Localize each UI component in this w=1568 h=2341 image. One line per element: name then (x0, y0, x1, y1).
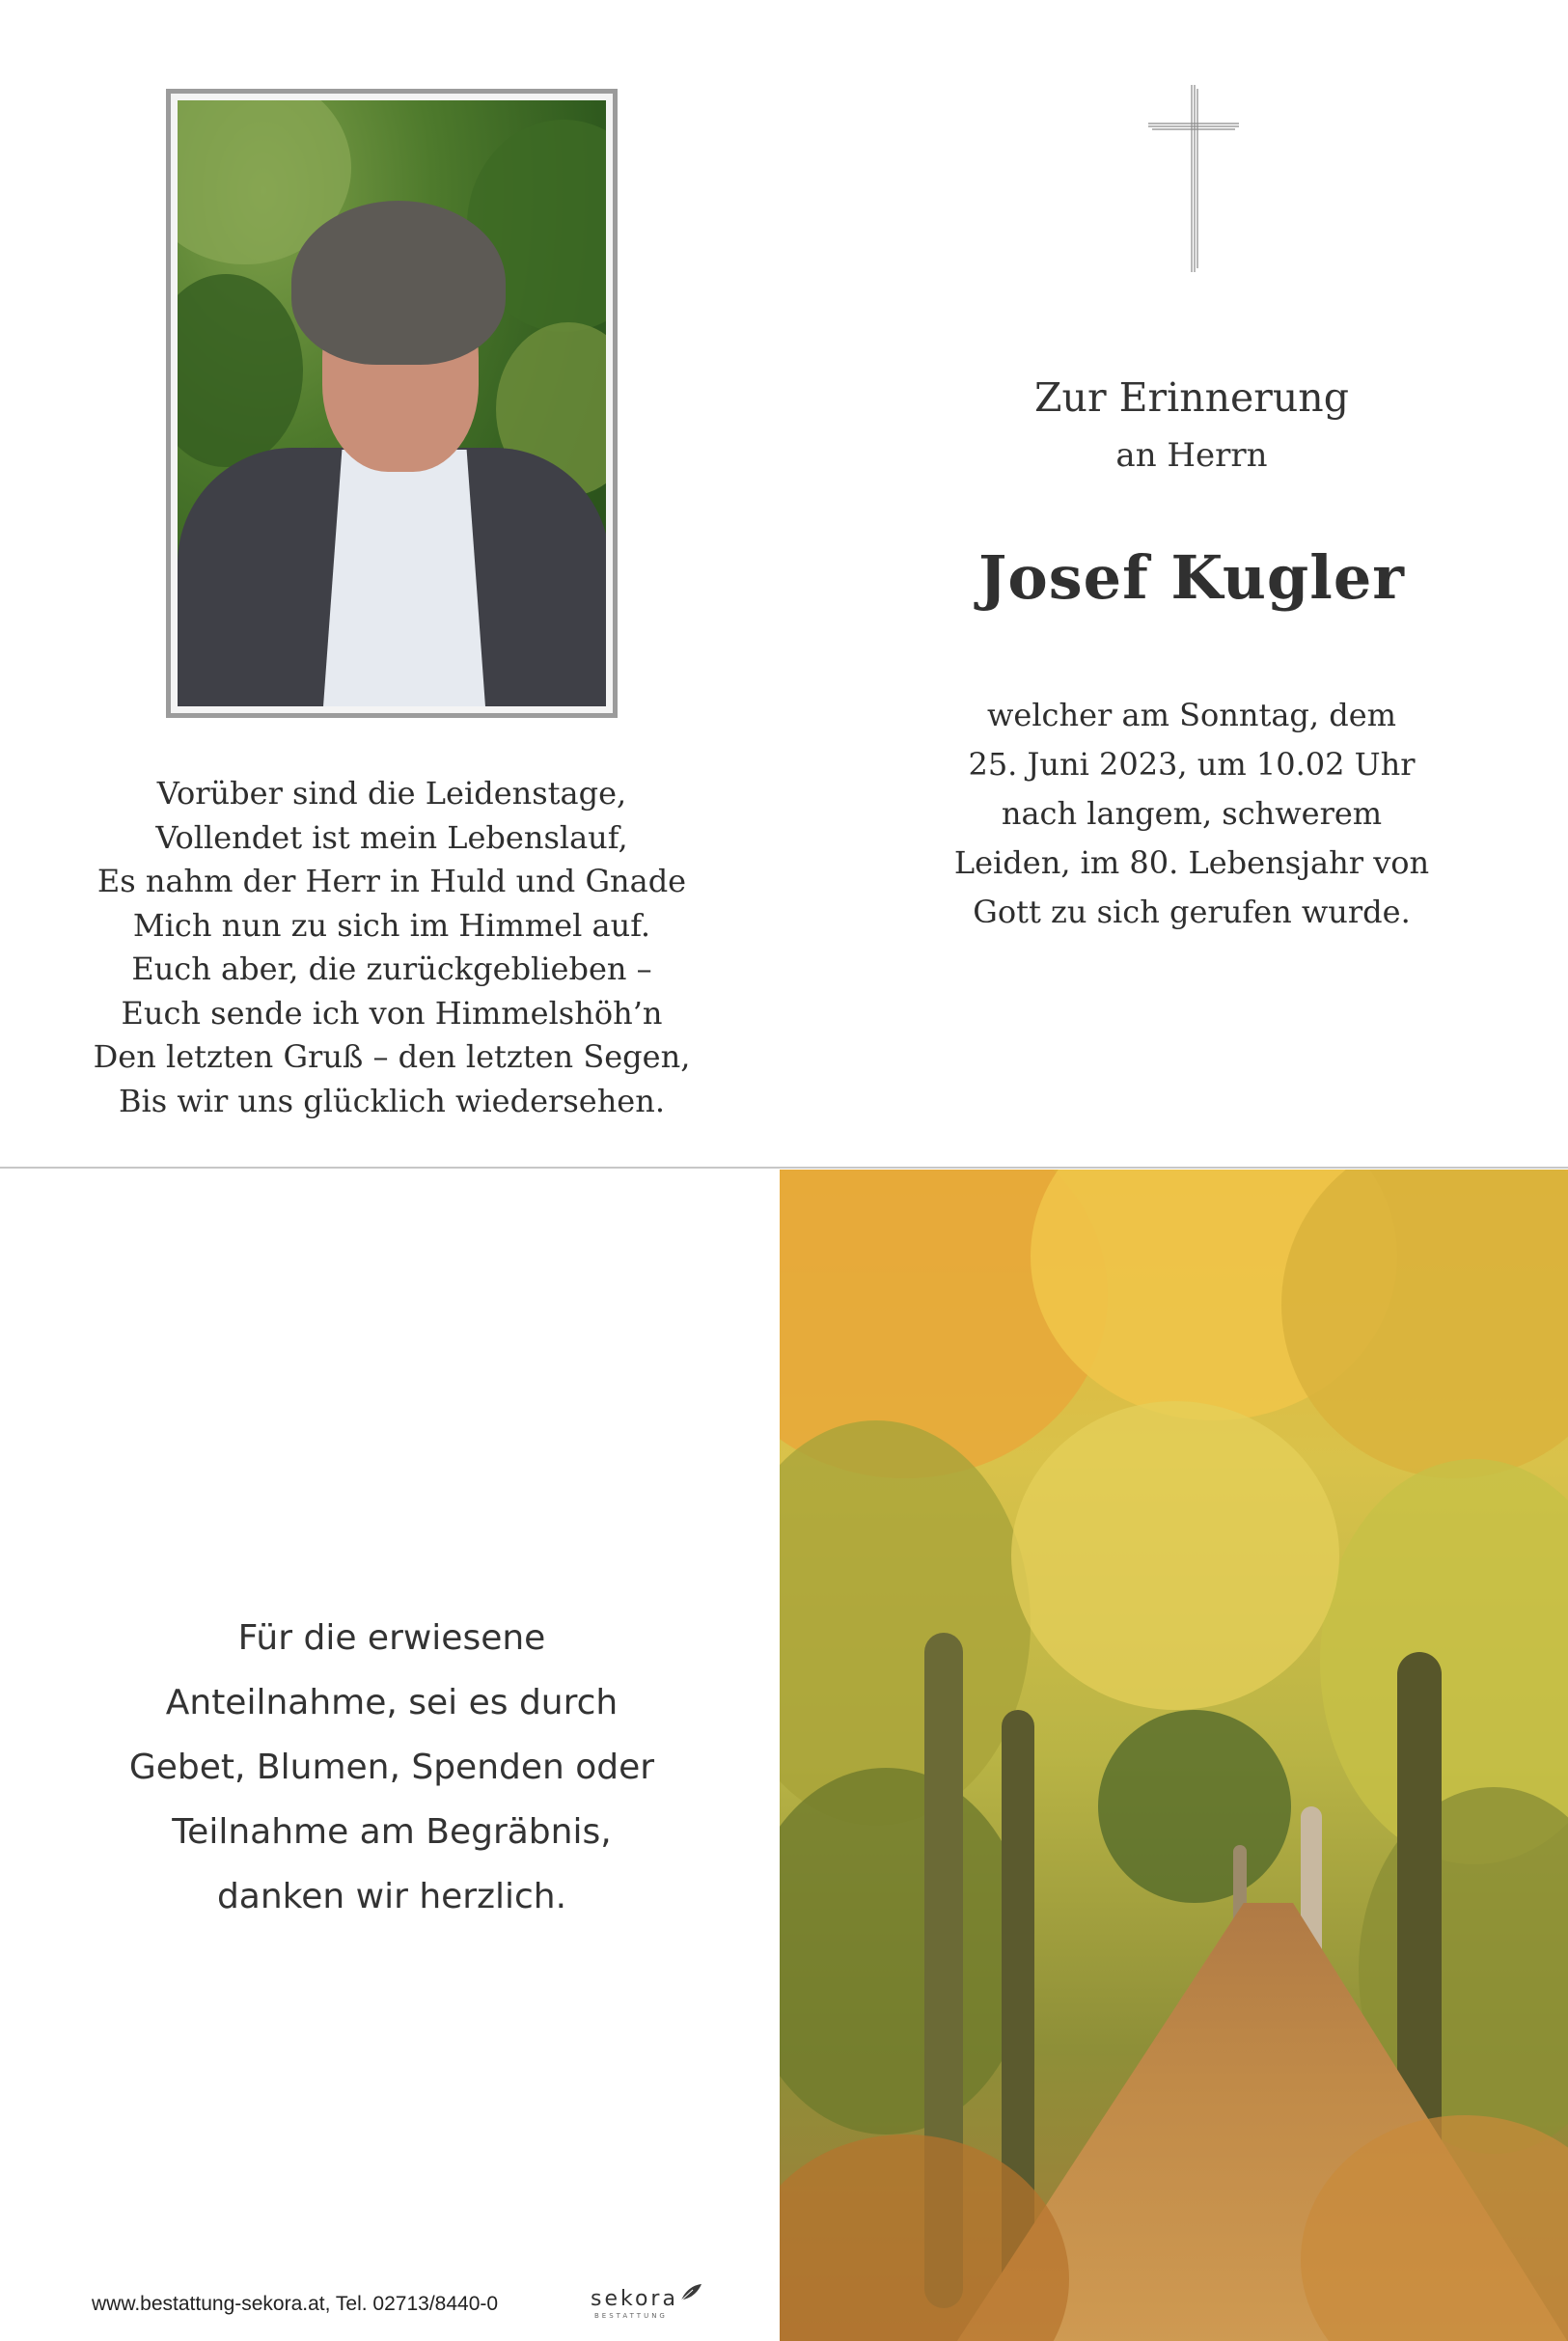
death-notice-line: welcher am Sonntag, dem (986, 697, 1397, 733)
poem-line: Euch sende ich von Himmelshöh’n (121, 994, 663, 1032)
portrait-photo-frame (166, 89, 618, 718)
funeral-home-contact: www.bestattung-sekora.at, Tel. 02713/8440-0 (92, 2293, 499, 2315)
portrait-photo (178, 100, 606, 706)
poem-line: Mich nun zu sich im Himmel auf. (132, 906, 651, 944)
poem-line: Vorüber sind die Leidenstage, (156, 775, 627, 812)
poem-line: Bis wir uns glücklich wiedersehen. (118, 1082, 666, 1119)
thanks-line: Anteilnahme, sei es durch (165, 1683, 619, 1722)
deceased-name: Josef Kugler (978, 542, 1405, 613)
thanks-message (58, 1606, 726, 1929)
death-notice-line: Leiden, im 80. Lebensjahr von (953, 844, 1430, 881)
death-notice-line: 25. Juni 2023, um 10.02 Uhr (968, 746, 1416, 783)
funeral-home-logo (591, 2283, 704, 2326)
death-notice-line: nach langem, schwerem (1001, 795, 1383, 832)
fold-divider (0, 1167, 1568, 1169)
poem-line: Es nahm der Herr in Huld und Gnade (96, 863, 687, 899)
leaf-icon (679, 2283, 702, 2302)
honorific-line: an Herrn (1115, 436, 1268, 475)
death-notice (873, 691, 1510, 937)
thanks-line: Für die erwiesene (237, 1618, 546, 1658)
autumn-forest-path-image (780, 1170, 1568, 2341)
death-notice-line: Gott zu sich gerufen wurde. (973, 894, 1411, 930)
remembrance-heading: Zur Erinnerung (1034, 374, 1349, 421)
thanks-line: Gebet, Blumen, Spenden oder (128, 1748, 655, 1787)
cross-icon (1148, 85, 1239, 272)
poem-line: Den letzten Gruß – den letzten Segen, (93, 1038, 691, 1075)
thanks-line: danken wir herzlich. (216, 1877, 567, 1916)
poem-line: Vollendet ist mein Lebenslauf, (155, 818, 628, 856)
poem-line: Euch aber, die zurückgeblieben – (131, 950, 652, 987)
logo-subtitle: BESTATTUNG (594, 2312, 668, 2320)
thanks-line: Teilnahme am Begräbnis, (172, 1812, 612, 1852)
memorial-poem (58, 772, 726, 1123)
logo-wordmark: sekora (591, 2287, 678, 2311)
